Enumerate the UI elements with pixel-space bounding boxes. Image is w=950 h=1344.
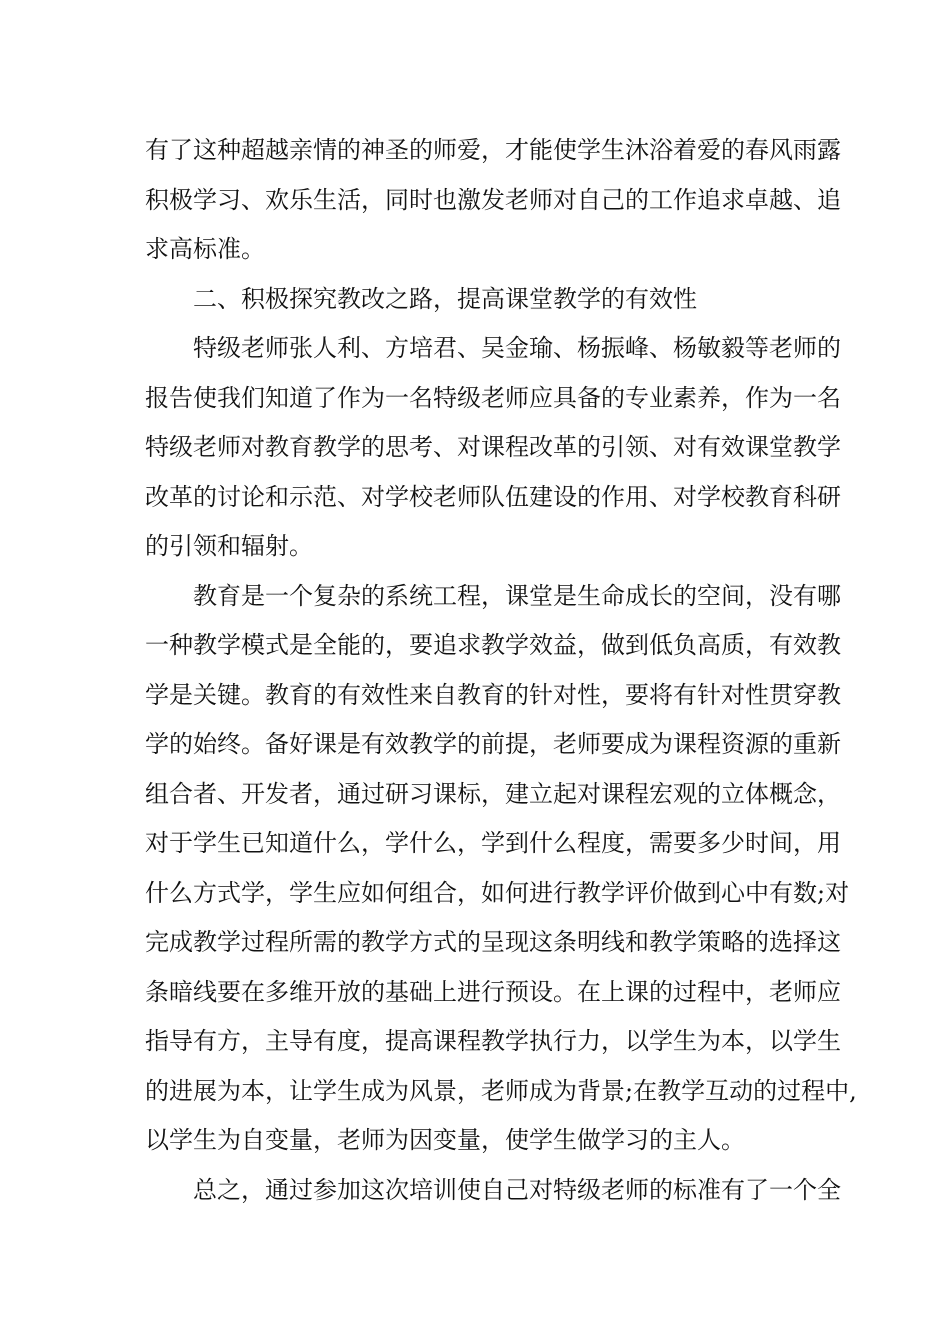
text-line: 总之，通过参加这次培训使自己对特级老师的标准有了一个全: [193, 1175, 841, 1204]
text-line: 特级老师对教育教学的思考、对课程改革的引领、对有效课堂教学: [145, 433, 841, 461]
text-line: 改革的讨论和示范、对学校老师队伍建设的作用、对学校教育科研: [145, 482, 841, 511]
text-line: 条暗线要在多维开放的基础上进行预设。在上课的过程中，老师应: [145, 977, 841, 1006]
text-line: 一种教学模式是全能的，要追求教学效益，做到低负高质，有效教: [145, 631, 841, 659]
text-line: 完成教学过程所需的教学方式的呈现这条明线和教学策略的选择这: [145, 928, 841, 956]
text-line: 以学生为自变量，老师为因变量，使学生做学习的主人。: [145, 1126, 745, 1154]
text-line: 学是关键。教育的有效性来自教育的针对性，要将有针对性贯穿教: [145, 680, 841, 709]
body-text: [145, 126, 857, 1215]
text-line: 特级老师张人利、方培君、吴金瑜、杨振峰、杨敏毅等老师的: [193, 334, 841, 362]
text-line: 的进展为本，让学生成为风景，老师成为背景;在教学互动的过程中,: [145, 1076, 857, 1105]
text-line: 有了这种超越亲情的神圣的师爱，才能使学生沐浴着爱的春风雨露: [145, 136, 841, 164]
text-line: 求高标准。: [145, 235, 265, 263]
text-line: 教育是一个复杂的系统工程，课堂是生命成长的空间，没有哪: [193, 581, 841, 610]
text-line: 积极学习、欢乐生活，同时也激发老师对自己的工作追求卓越、追: [145, 185, 841, 214]
text-line: 组合者、开发者，通过研习课标，建立起对课程宏观的立体概念，: [145, 779, 841, 808]
text-line: 什么方式学，学生应如何组合，如何进行教学评价做到心中有数;对: [145, 878, 850, 907]
text-line: 报告使我们知道了作为一名特级老师应具备的专业素养，作为一名: [145, 383, 841, 412]
section-heading: 二、积极探究教改之路，提高课堂教学的有效性: [193, 284, 697, 313]
text-line: 的引领和辐射。: [145, 532, 313, 560]
text-line: 对于学生已知道什么，学什么，学到什么程度，需要多少时间，用: [145, 829, 841, 857]
text-line: 指导有方，主导有度，提高课程教学执行力，以学生为本，以学生: [145, 1027, 841, 1055]
text-line: 学的始终。备好课是有效教学的前提，老师要成为课程资源的重新: [145, 730, 841, 758]
